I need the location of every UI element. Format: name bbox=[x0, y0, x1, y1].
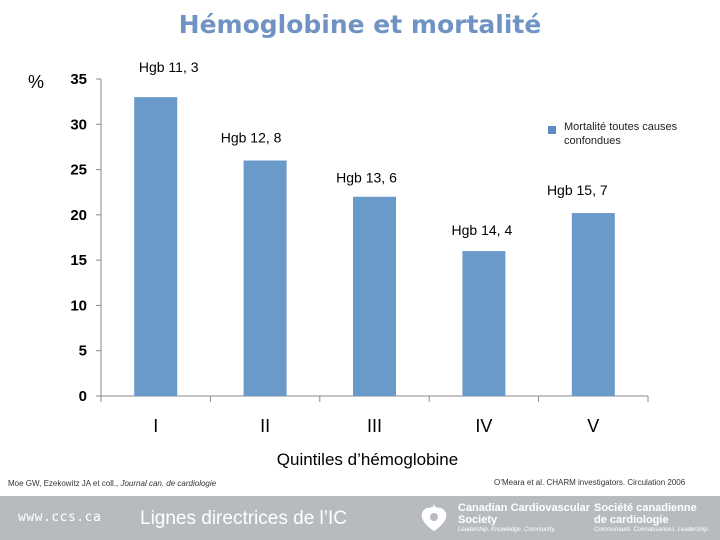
data-label: Hgb 14, 4 bbox=[451, 222, 513, 239]
y-tick-label: 20 bbox=[70, 206, 87, 224]
citation-right: O’Meara et al. CHARM investigators. Circulation 2006 bbox=[494, 478, 686, 487]
citation-left bbox=[8, 479, 216, 488]
y-tick-label: 10 bbox=[70, 297, 87, 315]
x-tick-label: V bbox=[587, 416, 600, 436]
citation-left-journal: Journal can. de cardiologie bbox=[120, 479, 217, 488]
data-label: Hgb 11, 3 bbox=[138, 59, 199, 76]
legend-label: Mortalité toutes causes confondues bbox=[564, 121, 678, 147]
org-en-line1: Canadian Cardiovascular bbox=[458, 502, 591, 514]
website-link[interactable]: www.ccs.ca bbox=[18, 510, 102, 525]
org-en-tagline: Leadership. Knowledge. Community. bbox=[458, 527, 556, 533]
legend-swatch bbox=[548, 126, 556, 134]
x-axis-title: Quintiles d’hémoglobine bbox=[276, 450, 459, 469]
y-tick-label: 35 bbox=[70, 71, 87, 88]
org-fr-line2: de cardiologie bbox=[594, 514, 669, 526]
bar bbox=[134, 97, 177, 396]
org-name-fr bbox=[594, 502, 709, 535]
chart-title: Hémoglobine et mortalité bbox=[178, 10, 542, 39]
data-label: Hgb 15, 7 bbox=[546, 182, 608, 199]
y-tick-label: 15 bbox=[70, 252, 87, 270]
y-tick-label: 0 bbox=[78, 388, 87, 405]
org-en-line2: Society bbox=[458, 514, 498, 526]
bar bbox=[244, 161, 287, 396]
legend bbox=[548, 120, 694, 148]
footer-bar bbox=[0, 496, 720, 540]
footer-title: Lignes directrices de l’IC bbox=[140, 508, 347, 529]
data-label: Hgb 12, 8 bbox=[220, 129, 282, 146]
citation-left-authors: Moe GW, Ezekowitz JA et coll., bbox=[8, 479, 121, 488]
y-tick-label: 5 bbox=[78, 342, 87, 360]
org-fr-line1: Société canadienne bbox=[594, 502, 697, 514]
bar bbox=[353, 197, 396, 396]
ccs-logo-icon bbox=[416, 500, 452, 536]
x-tick-label: III bbox=[366, 416, 383, 436]
bar bbox=[572, 213, 615, 396]
data-label: Hgb 13, 6 bbox=[336, 169, 397, 186]
x-tick-label: II bbox=[260, 416, 271, 436]
org-fr-tagline: Communauté. Connaissances. Leadership. bbox=[594, 527, 710, 533]
y-tick-label: 30 bbox=[70, 116, 87, 134]
x-tick-label: IV bbox=[475, 416, 493, 436]
y-unit-label: % bbox=[28, 72, 45, 92]
org-name-en bbox=[458, 502, 590, 535]
y-tick-label: 25 bbox=[70, 161, 87, 179]
bar bbox=[462, 251, 505, 396]
x-tick-label: I bbox=[153, 416, 159, 436]
